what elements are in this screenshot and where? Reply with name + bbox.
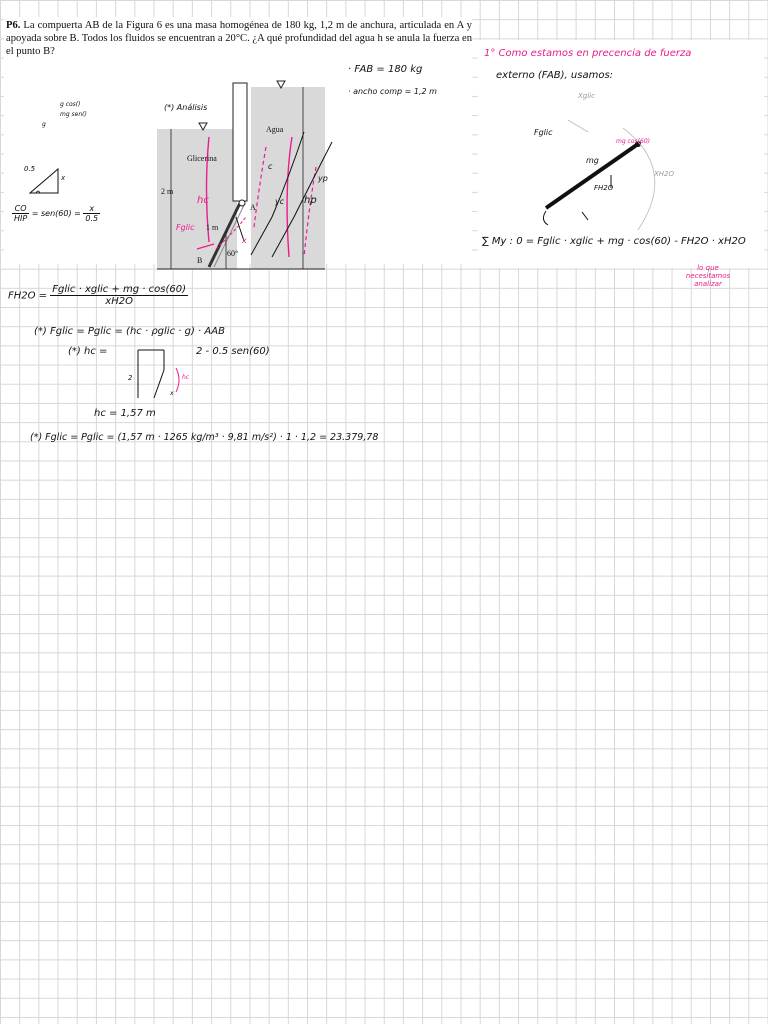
hc-result: hc = 1,57 m	[94, 408, 156, 419]
problem-panel	[4, 17, 472, 264]
ancho-note: · ancho comp = 1,2 m	[348, 87, 437, 96]
dim-2m-label: 2 m	[161, 187, 174, 196]
fh2o-force-label: FH2O	[594, 184, 614, 192]
ratio-rhs-num: x	[83, 204, 100, 214]
dim-1m-label: 1 m	[206, 223, 219, 232]
ratio-equation	[12, 204, 100, 223]
hc-label: hc	[197, 195, 209, 206]
point-a-label: A	[250, 203, 256, 212]
side-note-1: g cos()	[60, 101, 81, 108]
triangle-hyp: 0.5	[24, 165, 36, 173]
x-label: x	[242, 236, 247, 245]
free-body-diagram	[478, 80, 764, 240]
xh2o-label: XH2O	[654, 170, 675, 178]
sketch-hc-label: hc	[182, 374, 190, 381]
intro-line-1	[484, 48, 691, 59]
yc-label: yc	[275, 197, 285, 206]
intro-line-1-text: 1° Como estamos en precencia de fuerza	[484, 48, 692, 59]
hc-equation-lhs: (*) hc =	[68, 346, 108, 357]
analysis-note: lo que necesitamos analizar	[685, 264, 731, 288]
agua-label: Agua	[266, 125, 284, 134]
mgcos-label: mg cos(60)	[616, 138, 650, 145]
problem-text: La compuerta AB de la Figura 6 es una masa homogénea de 180 kg, 1,2 m de anchura, articulada en A y apoyada sobre B. Todos los fluidos se encuentran a 20°C. ¿A qué profundidad del agua h se anula la fuerza en el punto B?	[6, 20, 472, 57]
moment-equation: ∑ My : 0 = Fglic · xglic + mg · cos(60) - FH2O · xH2O	[482, 236, 746, 247]
ratio-eq: = sen(60) =	[31, 209, 81, 218]
gate-figure	[4, 17, 474, 267]
triangle-x: x	[61, 174, 66, 182]
right-panel	[478, 40, 764, 288]
fh2o-lhs: FH2O =	[8, 290, 48, 302]
ratio-den: HIP	[14, 214, 28, 223]
sketch-2-label: 2	[128, 374, 133, 382]
hc-equation-rhs: 2 - 0.5 sen(60)	[196, 346, 270, 357]
mg-label: mg	[586, 156, 599, 165]
fglic-label: Fglic	[176, 223, 195, 232]
c-label: c	[268, 162, 273, 171]
fab-note: · FAB = 180 kg	[348, 64, 423, 75]
hp-label: hp	[304, 195, 317, 206]
fh2o-equation	[8, 284, 188, 307]
glicerina-label: Glicerina	[187, 154, 217, 163]
fglic-force-label: Fglic	[534, 128, 553, 137]
ratio-rhs-den: 0.5	[85, 214, 99, 223]
xglic-label: Xglic	[578, 92, 595, 100]
analysis-label: (*) Análisis	[164, 103, 208, 112]
side-note-3: g	[42, 121, 46, 128]
fh2o-den: xH2O	[105, 296, 133, 307]
yp-label: yp	[318, 174, 328, 183]
hc-sketch	[130, 348, 200, 404]
ratio-num: CO	[12, 204, 29, 214]
fh2o-num: Fglic · xglic + mg · cos(60)	[52, 284, 186, 295]
point-b-label: B	[197, 256, 203, 265]
side-note-2: mg sen()	[60, 111, 87, 118]
sketch-x-label: x	[170, 390, 174, 397]
angle-label: 60°	[227, 249, 239, 258]
fglic-result: (*) Fglic = Pglic = (1,57 m · 1265 kg/m³ · 9,81 m/s²) · 1 · 1,2 = 23.379,78	[30, 432, 379, 443]
fglic-equation: (*) Fglic = Pglic = (hc · ρglic · g) · AAB	[34, 326, 225, 337]
problem-number: P6.	[6, 20, 21, 31]
intro-line-2: externo (FAB), usamos:	[496, 70, 614, 81]
